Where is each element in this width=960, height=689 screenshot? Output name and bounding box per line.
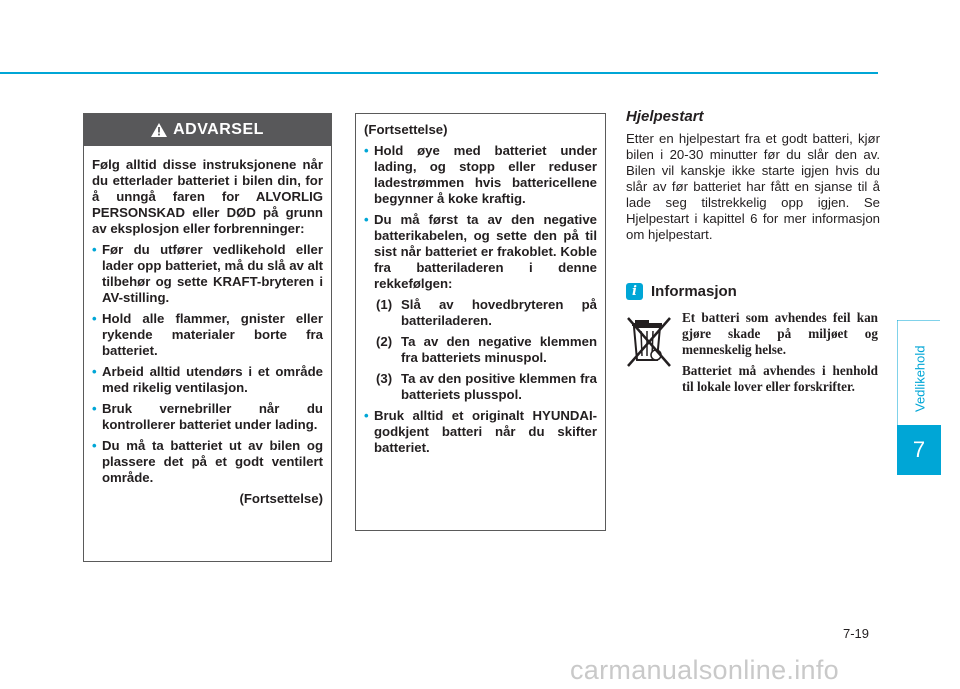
info-title: Informasjon: [651, 283, 737, 300]
step-item: (3) Ta av den positive klemmen fra batteriets plusspol.: [376, 371, 597, 402]
warning-title: ADVARSEL: [173, 121, 264, 138]
list-item: • Du må ta batteriet ut av bilen og plassere det på et godt ventilert område.: [92, 438, 323, 485]
info-paragraph: Batteriet må avhendes i henhold til lokale lover eller forskrifter.: [682, 363, 878, 394]
list-item: • Du må først ta av den negative batterikabelen, og sette den på til sist når batteriet er frakoblet. Koble fra batteriladeren i denne rekkefølgen:: [364, 212, 597, 291]
info-paragraph: Et batteri som avhendes feil kan gjøre skade på miljøet og menneskelig helse.: [682, 310, 878, 357]
bullet-icon: •: [364, 408, 369, 423]
bullet-icon: •: [92, 438, 97, 453]
continuation-heading: (Fortsettelse): [364, 122, 448, 137]
bullet-icon: •: [92, 364, 97, 379]
crossed-out-bin-icon: [626, 316, 672, 370]
bullet-icon: •: [92, 311, 97, 326]
warning-intro: Følg alltid disse instruksjonene når du etterlader batteriet i bilen din, for å unngå faren for ALVORLIG PERSONSKAD eller DØD på grunn av eksplosjon eller forbrenninger:: [92, 157, 323, 236]
warning-header: [84, 114, 331, 146]
step-item: (1) Slå av hovedbryteren på batteriladeren.: [376, 297, 597, 328]
bullet-icon: •: [364, 212, 369, 227]
list-item: • Bruk vernebriller når du kontrollerer batteriet under lading.: [92, 401, 323, 432]
warning-continuation-box: [355, 113, 606, 531]
section-text: Etter en hjelpestart fra et godt batteri, kjør bilen i 20-30 minutter før du slår den av. Bilen vil kanskje ikke starte igjen hvis du slår av før batteriet har fått en sjanse til å lade seg tilstrekkelig opp igjen. Se Hjelpestart i kapittel 6 for mer informasjon om hjelpestart.: [626, 131, 880, 242]
information-section: [626, 283, 880, 400]
list-item: • Hold øye med batteriet under lading, og stopp eller reduser ladestrømmen hvis battericellene begynner å koke kraftig.: [364, 143, 597, 206]
bullet-icon: •: [364, 143, 369, 158]
list-item: • Hold alle flammer, gnister eller rykende materialer borte fra batteriet.: [92, 311, 323, 358]
watermark: carmanualsonline.info: [570, 655, 839, 685]
info-icon: i: [626, 283, 643, 300]
warning-triangle-icon: [151, 123, 167, 137]
step-item: (2) Ta av den negative klemmen fra batteriets minuspol.: [376, 334, 597, 365]
bullet-icon: •: [92, 401, 97, 416]
warning-box: [83, 113, 332, 562]
list-item: • Arbeid alltid utendørs i et område med rikelig ventilasjon.: [92, 364, 323, 395]
section-title: Hjelpestart: [626, 108, 704, 125]
list-item: • Bruk alltid et originalt HYUNDAI-godkjent batteri når du skifter batteriet.: [364, 408, 597, 455]
section-label: Vedlikehold: [912, 345, 928, 413]
top-rule: [0, 72, 878, 74]
continued-label: (Fortsettelse): [239, 491, 323, 506]
jump-start-section: [626, 108, 880, 243]
list-item: • Før du utfører vedlikehold eller lader opp batteriet, må du slå av alt tilbehør og sette KRAFT-bryteren i AV-stilling.: [92, 242, 323, 305]
page-number: 7-19: [843, 626, 870, 641]
bullet-icon: •: [92, 242, 97, 257]
chapter-number: 7: [897, 425, 941, 475]
